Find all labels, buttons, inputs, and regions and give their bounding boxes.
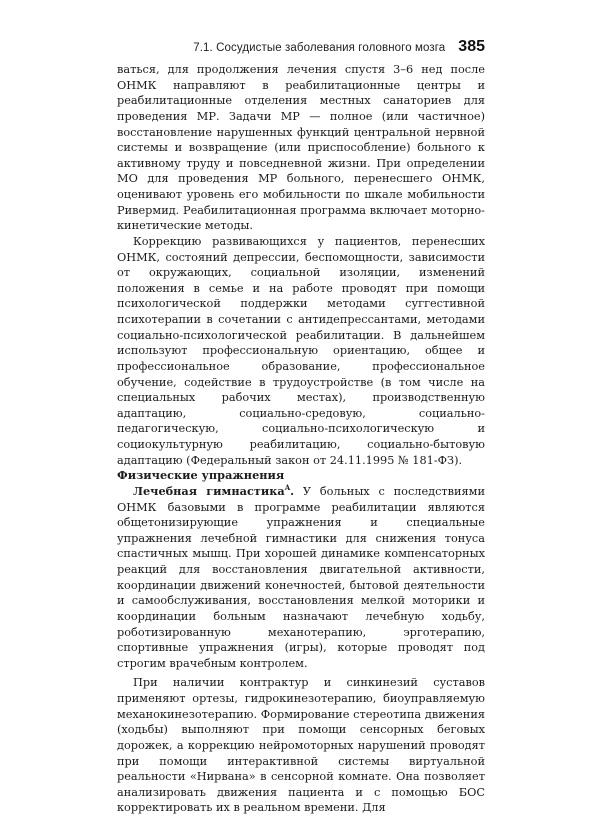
paragraph-therapeutic-exercise (117, 484, 485, 672)
paragraph-therapeutic-exercise-text: У больных с последствиями ОНМК базовыми в программе реабилитации являются общетонизирующие упражнения и специальные упражнения лечебной гимнастики для снижения тонуса спастичных мышц. При хорошей динамике компенсаторных реакций для восстановления двигательной активности, координации движений конечностей, бытовой деятельности и самообслуживания, восстановления мелкой моторики и координации больным назначают лечебную ходьбу, роботизированную механотерапию, эрготерапию, спортивные упражнения (игры), которые проводят под строгим врачебным контролем. (117, 484, 486, 670)
evidence-mark: A (284, 483, 291, 493)
run-in-heading (133, 484, 294, 498)
body-text (117, 62, 485, 816)
running-header (117, 38, 485, 56)
run-in-heading-text: Лечебная гимнастика (133, 483, 285, 498)
section-title: Физические упражнения (117, 468, 285, 483)
paragraph-continuation: ваться, для продолжения лечения спустя 3–6 нед после ОНМК направляют в реабилитационные центры и реабилитационные отделения местных санаториев для проведения МР. Задачи МР — полное (или частичное) восстановление нарушенных функций центральной нервной системы и возвращение (или приспособление) больного к активному труду и повседневной жизни. При определении МО для проведения МР больного, перенесшего ОНМК, оценивают уровень его мобильности по шкале мобильности Ривермид. Реабилитационная программа включает моторно-кинетические методы. (117, 63, 485, 233)
book-page (117, 0, 486, 815)
paragraph-contractures: При наличии контрактур и синкинезий суставов применяют ортезы, гидрокинезотерапию, биоуправляемую механокинезотерапию. Формирование стереотипа движения (ходьбы) выполняют при помощи сенсорных беговых дорожек, а коррекцию нейромоторных нарушений проводят при помощи интерактивной системы виртуальной реальности «Нирвана» в сенсорной комнате. Она позволяет анализировать движения пациента и с помощью БОС корректировать их в реальном времени. Для (117, 676, 485, 815)
running-title: 7.1. Сосудистые заболевания головного мозга (193, 42, 446, 54)
page-number: 385 (458, 38, 485, 55)
run-in-heading-period: . (290, 483, 295, 498)
paragraph-correction: Коррекцию развивающихся у пациентов, перенесших ОНМК, состояний депрессии, беспомощности, зависимости от окружающих, социальной изоляции, изменений положения в семье и на работе проводят при помощи психологической поддержки методами суггестивной психотерапии в сочетании с антидепрессантами, методами социально-психологической реабилитации. В дальнейшем используют профессиональную ориентацию, общее и профессиональное образование, профессиональное обучение, содействие в трудоустройстве (в том числе на специальных рабочих местах), производственную адаптацию, социально-средовую, социально-педагогическую, социально-психологическую и социокультурную реабилитацию, социально-бытовую адаптацию (Федеральный закон от 24.11.1995 № 181-ФЗ). (117, 234, 485, 467)
